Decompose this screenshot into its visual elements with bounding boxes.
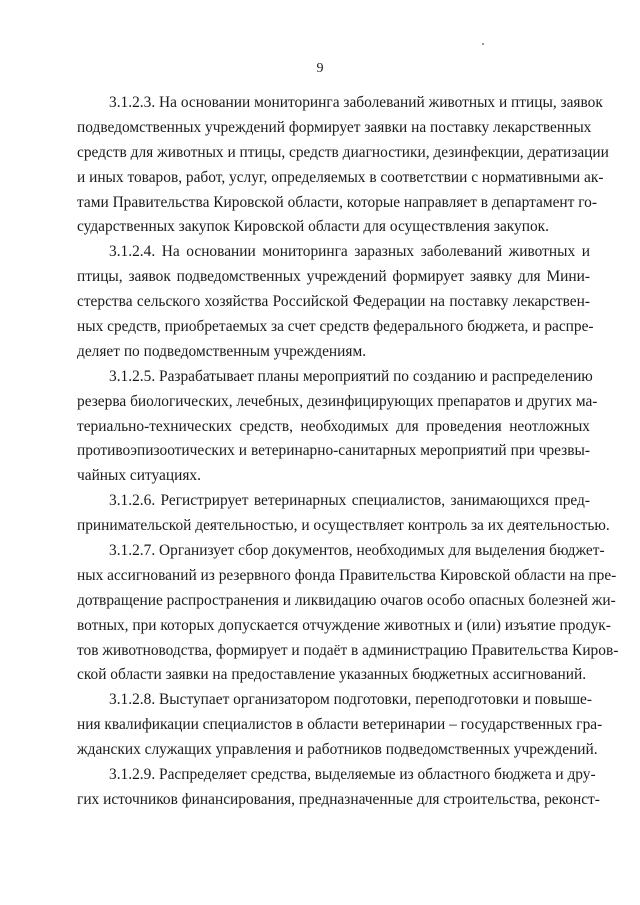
text-line: 3.1.2.3. На основании мониторинга заболеваний животных и птицы, заявок	[109, 94, 603, 111]
body-text	[77, 91, 619, 813]
paragraph-3-1-2-6	[77, 489, 610, 539]
text-line: подведомственных учреждений формирует заявки на поставку лекарственных	[77, 118, 592, 136]
text-line: чайных ситуациях.	[77, 467, 201, 485]
text-line: ской области заявки на предоставление указанных бюджетных ассигнований.	[77, 666, 587, 684]
text-line: принимательской деятельностью, и осуществляет контроль за их деятельностью.	[77, 517, 610, 535]
text-line: дотвращение распространения и ликвидацию очагов особо опасных болезней жи-	[77, 591, 616, 609]
page-number: 9	[316, 61, 324, 76]
text-line: гих источников финансирования, предназначенные для строительства, реконст-	[77, 790, 600, 808]
text-line: ных средств, приобретаемых за счет средств федерального бюджета, и распре-	[77, 318, 594, 336]
scan-speck	[482, 43, 484, 45]
text-line: тами Правительства Кировской области, которые направляет в департамент го-	[77, 193, 597, 211]
text-line: стерства сельского хозяйства Российской Федерации на поставку лекарствен-	[77, 293, 590, 311]
text-line: 3.1.2.4. На основании мониторинга заразных заболеваний животных и	[109, 243, 590, 261]
text-line: сударственных закупок Кировской области для осуществления закупок.	[77, 218, 549, 236]
text-line: 3.1.2.8. Выступает организатором подготовки, переподготовки и повыше-	[109, 691, 593, 709]
text-line: резерва биологических, лечебных, дезинфицирующих препаратов и других ма-	[77, 392, 598, 410]
text-line: и иных товаров, работ, услуг, определяемых в соответствии с нормативными ак-	[77, 168, 604, 186]
paragraph-3-1-2-3	[77, 91, 609, 240]
paragraph-3-1-2-9	[77, 763, 600, 813]
paragraph-3-1-2-4	[77, 240, 594, 364]
text-line: 3.1.2.7. Организует сбор документов, необходимых для выделения бюджет-	[109, 542, 605, 560]
text-line: териально-технических средств, необходимых для проведения неотложных	[77, 417, 590, 435]
text-line: жданских служащих управления и работников подведомственных учреждений.	[77, 741, 598, 759]
text-line: 3.1.2.9. Распределяет средства, выделяемые из областного бюджета и дру-	[109, 766, 596, 784]
text-line: птицы, заявок подведомственных учреждений формирует заявку для Мини-	[77, 268, 590, 286]
text-line: вотных, при которых допускается отчуждение животных и (или) изъятие продук-	[77, 616, 611, 634]
text-line: деляет по подведомственным учреждениям.	[77, 342, 367, 360]
text-line: ния квалификации специалистов в области ветеринарии – государственных гра-	[77, 716, 603, 734]
text-line: тов животноводства, формирует и подаёт в администрацию Правительства Киров-	[77, 641, 619, 659]
text-line: 3.1.2.6. Регистрирует ветеринарных специалистов, занимающихся пред-	[109, 492, 590, 510]
text-line: ных ассигнований из резервного фонда Правительства Кировской области на пре-	[77, 566, 617, 584]
paragraph-3-1-2-7	[77, 539, 619, 688]
paragraph-3-1-2-8	[77, 688, 603, 763]
text-line: средств для животных и птицы, средств диагностики, дезинфекции, дератизации	[77, 143, 609, 161]
text-line: противоэпизоотических и ветеринарно-санитарных мероприятий при чрезвы-	[77, 442, 590, 460]
paragraph-3-1-2-5	[77, 365, 598, 489]
text-line: 3.1.2.5. Разрабатывает планы мероприятий по созданию и распределению	[109, 367, 593, 385]
